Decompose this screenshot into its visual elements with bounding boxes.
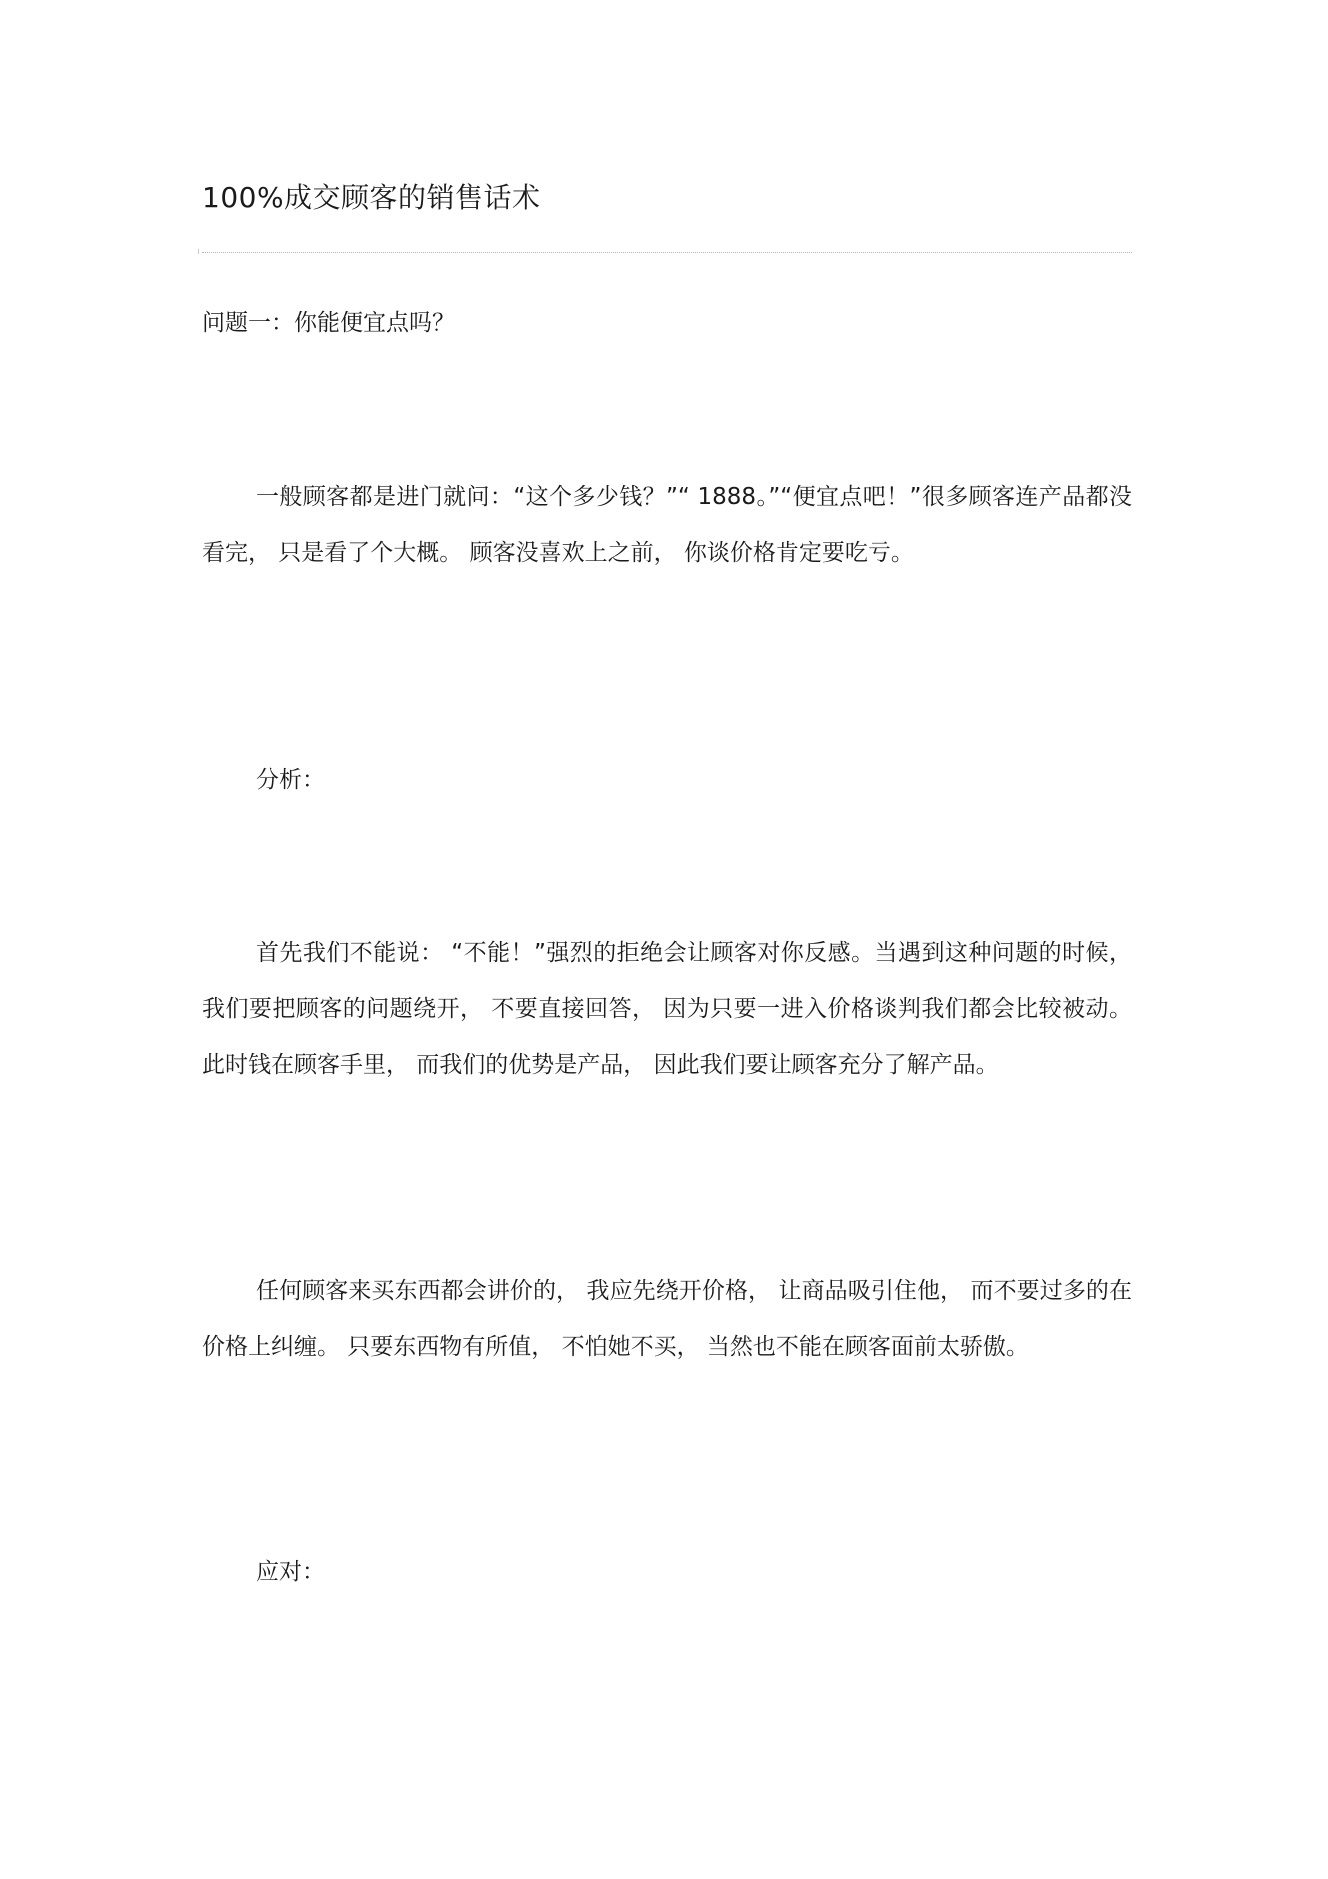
question-heading: 问题一：你能便宜点吗？ — [202, 310, 455, 336]
response-label: 应对： — [256, 1559, 325, 1585]
paragraph-customer-asks-price: 一般顾客都是进门就问：“这个多少钱？”“ 1888。”“便宜点吧！”很多顾客连产品都没看完， 只是看了个大概。 顾客没喜欢上之前， 你谈价格肯定要吃亏。 — [202, 484, 1132, 566]
paragraph-analysis: 首先我们不能说： “不能！”强烈的拒绝会让顾客对你反感。当遇到这种问题的时候， 我们要把顾客的问题绕开， 不要直接回答， 因为只要一进入价格谈判我们都会比较被动。 此时钱在顾客手里， 而我们的优势是产品， 因此我们要让顾客充分了解产品。 — [202, 940, 1132, 1078]
paragraph-bargaining: 任何顾客来买东西都会讲价的， 我应先绕开价格， 让商品吸引住他， 而不要过多的在价格上纠缠。 只要东西物有所值， 不怕她不买， 当然也不能在顾客面前太骄傲。 — [202, 1278, 1132, 1360]
title-divider — [202, 252, 1132, 253]
document-title: 100%成交顾客的销售话术 — [202, 181, 541, 214]
analysis-label: 分析： — [256, 767, 325, 793]
